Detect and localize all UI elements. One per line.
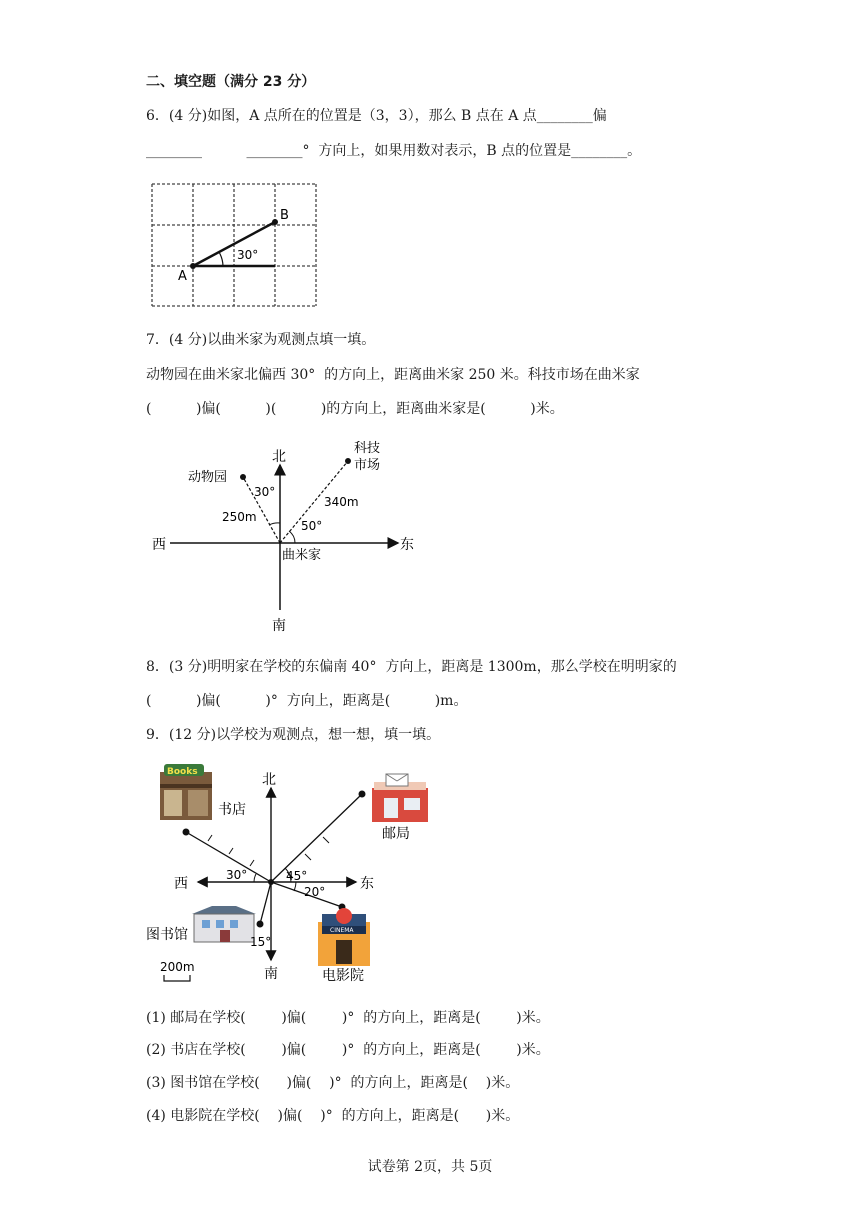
- zoo-distance-label: 250m: [222, 510, 257, 524]
- post-office-icon: [372, 774, 428, 822]
- post-office-ray: [271, 794, 362, 882]
- q9-item-4: (4) 电影院在学校( )偏( )° 的方向上，距离是( )米。: [146, 1108, 520, 1124]
- zoo-label: 动物园: [188, 470, 228, 485]
- east-label: 东: [400, 537, 414, 553]
- zoo-angle-arc: [269, 523, 280, 525]
- market-label-1: 科技: [354, 441, 381, 456]
- bookstore-angle-label: 30°: [226, 868, 248, 882]
- point-a: [190, 263, 196, 269]
- post-office-point: [359, 791, 366, 798]
- cinema-angle-arc: [294, 882, 296, 891]
- bookstore-angle-arc: [254, 874, 256, 882]
- q7-compass-figure: [148, 435, 428, 635]
- q7-line-3: ( )偏( )( )的方向上，距离曲米家是( )米。: [146, 401, 564, 417]
- q6-line-1: 6．(4 分)如图，A 点所在的位置是（3，3），那么 B 点在 A 点________偏: [146, 108, 607, 124]
- library-angle-label: 15°: [250, 935, 272, 949]
- page-footer: 试卷第 2页，共 5页: [367, 1159, 493, 1175]
- north-label: 北: [272, 449, 286, 465]
- q9-map-figure: [146, 764, 446, 986]
- market-point: [345, 458, 351, 464]
- q7-line-2: 动物园在曲米家北偏西 30° 的方向上，距离曲米家 250 米。科技市场在曲米家: [146, 367, 640, 383]
- library-point: [257, 921, 264, 928]
- angle-label: 30°: [237, 248, 259, 262]
- q9-line-1: 9．(12 分)以学校为观测点，想一想，填一填。: [146, 727, 441, 743]
- section-title: 二、填空题（满分 23 分）: [146, 74, 316, 90]
- point-b: [272, 219, 278, 225]
- bookstore-sign: Books: [167, 767, 198, 777]
- north-label-q9: 北: [262, 772, 276, 788]
- cinema-icon: [318, 908, 370, 966]
- market-label-2: 市场: [354, 458, 381, 473]
- scale-bar: [164, 975, 190, 981]
- market-distance-label: 340m: [324, 495, 359, 509]
- west-label-q9: 西: [174, 876, 188, 892]
- q9-item-3: (3) 图书馆在学校( )偏( )° 的方向上，距离是( )米。: [146, 1075, 520, 1091]
- q6-grid-figure: [148, 180, 320, 310]
- library-ray: [260, 882, 271, 924]
- home-label: 曲米家: [282, 548, 322, 563]
- q7-line-1: 7．(4 分)以曲米家为观测点填一填。: [146, 332, 376, 348]
- label-b: B: [280, 208, 289, 223]
- label-a: A: [178, 269, 187, 284]
- cinema-label: 电影院: [322, 968, 364, 984]
- q8-line-1: 8．(3 分)明明家在学校的东偏南 40° 方向上，距离是 1300m，那么学校在明明家的: [146, 659, 677, 675]
- zoo-point: [240, 474, 246, 480]
- cinema-angle-label: 20°: [304, 885, 326, 899]
- bookstore-icon: [160, 764, 212, 820]
- west-label: 西: [152, 537, 166, 553]
- south-label: 南: [272, 618, 286, 634]
- library-label: 图书馆: [146, 927, 188, 943]
- library-icon: [192, 906, 256, 942]
- q9-item-2: (2) 书店在学校( )偏( )° 的方向上，距离是( )米。: [146, 1042, 550, 1058]
- q9-item-1: (1) 邮局在学校( )偏( )° 的方向上，距离是( )米。: [146, 1010, 550, 1026]
- scale-label: 200m: [160, 960, 195, 974]
- south-label-q9: 南: [264, 966, 278, 982]
- east-label-q9: 东: [360, 876, 374, 892]
- zoo-angle-label: 30°: [254, 485, 276, 499]
- school-point: [268, 879, 274, 885]
- bookstore-point: [183, 829, 190, 836]
- q8-line-2: ( )偏( )° 方向上，距离是( )m。: [146, 693, 468, 709]
- post-office-angle-label: 45°: [286, 869, 308, 883]
- bookstore-label: 书店: [218, 802, 246, 818]
- market-angle-arc: [289, 531, 295, 543]
- cinema-sign: CINEMA: [330, 927, 354, 934]
- bookstore-ticks: [208, 835, 254, 866]
- angle-arc: [219, 252, 223, 266]
- market-angle-label: 50°: [301, 519, 323, 533]
- q6-line-2: ________ ________° 方向上，如果用数对表示，B 点的位置是________。: [146, 143, 642, 159]
- post-office-label: 邮局: [382, 826, 410, 842]
